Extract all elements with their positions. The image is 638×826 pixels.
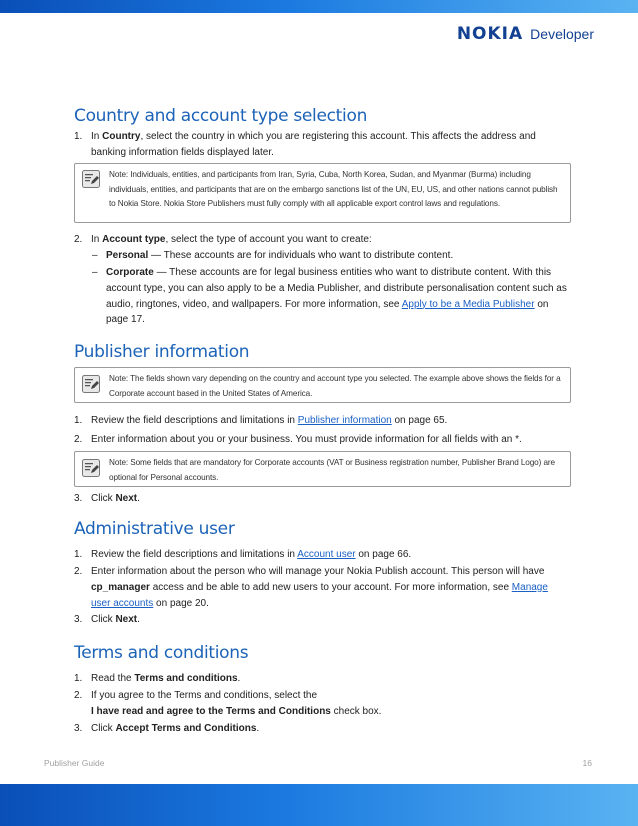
step-review-account-user: 1. Review the field descriptions and limitations in Account user on page 66. bbox=[74, 549, 412, 560]
footer-guide-title: Publisher Guide bbox=[44, 758, 105, 768]
bullet-corporate: – Corporate — These accounts are for legal business entities who want to distribute content. With this account type, you can also apply to be a Media Publisher, and distribute personalisation content such as audio, ringtones, video, and wallpapers. For more information, see Apply to be a Media Publisher on page 17. bbox=[92, 267, 567, 326]
step-enter-business-info: 2. Enter information about you or your business. You must provide information for all fields with an *. bbox=[74, 434, 522, 445]
heading-terms-conditions: Terms and conditions bbox=[74, 643, 249, 663]
step-read-terms: 1. Read the Terms and conditions. bbox=[74, 673, 241, 684]
brand-logo bbox=[457, 24, 594, 44]
heading-administrative-user: Administrative user bbox=[74, 519, 235, 539]
heading-country-account-type: Country and account type selection bbox=[74, 106, 368, 126]
link-account-user[interactable]: Account user bbox=[297, 549, 356, 560]
top-color-band bbox=[0, 0, 638, 13]
nokia-wordmark: NOKIA bbox=[456, 24, 524, 44]
link-apply-media-publisher[interactable]: Apply to be a Media Publisher bbox=[401, 298, 535, 310]
step-account-type: 2. In Account type, select the type of account you want to create: bbox=[74, 234, 372, 245]
note-embargo: Note: Individuals, entities, and participants from Iran, Syria, Cuba, North Korea, Sudan, and Myanmar (Burma) including individuals, entities, and participants that are on the embargo sanctions list of the UN, EU, US, and other nations cannot publish to Nokia Store. Nokia Store Publishers must fully comply with all applicable export control laws and regulations. bbox=[74, 163, 571, 223]
step-review-publisher-fields: 1. Review the field descriptions and limitations in Publisher information on page 65. bbox=[74, 415, 448, 426]
heading-publisher-information: Publisher information bbox=[74, 342, 250, 362]
step-accept-terms: 3. Click Accept Terms and Conditions. bbox=[74, 723, 260, 734]
note-fields-vary: Note: The fields shown vary depending on the country and account type you selected. The example above shows the fields for a Corporate account based in the United States of America. bbox=[74, 367, 571, 403]
bottom-color-band bbox=[0, 784, 638, 826]
note-pencil-icon bbox=[82, 375, 100, 393]
developer-label: Developer bbox=[530, 26, 594, 42]
footer-page-number: 16 bbox=[582, 758, 592, 768]
note-pencil-icon bbox=[82, 459, 100, 477]
note-mandatory-fields: Note: Some fields that are mandatory for Corporate accounts (VAT or Business registration number, Publisher Brand Logo) are optional for Personal accounts. bbox=[74, 451, 571, 487]
bullet-personal: – Personal — These accounts are for individuals who want to distribute content. bbox=[92, 250, 454, 261]
link-manage-user-accounts[interactable]: Manage user accounts bbox=[91, 581, 548, 609]
step-enter-manager-info: 2. Enter information about the person who will manage your Nokia Publish account. This person will have cp_manager access and be able to add new users to your account. For more information, see Manage user accounts on page 20. bbox=[74, 566, 548, 609]
link-publisher-information[interactable]: Publisher information bbox=[297, 415, 392, 426]
step-country: 1. In Country, select the country in which you are registering this account. This affects the address and banking information fields displayed later. bbox=[74, 131, 536, 158]
note-pencil-icon bbox=[82, 170, 100, 188]
step-click-next-publisher: 3. Click Next. bbox=[74, 493, 140, 504]
step-agree-terms: 2. If you agree to the Terms and conditions, select the I have read and agree to the Terms and Conditions check box. bbox=[74, 690, 382, 717]
step-click-next-admin: 3. Click Next. bbox=[74, 614, 140, 625]
